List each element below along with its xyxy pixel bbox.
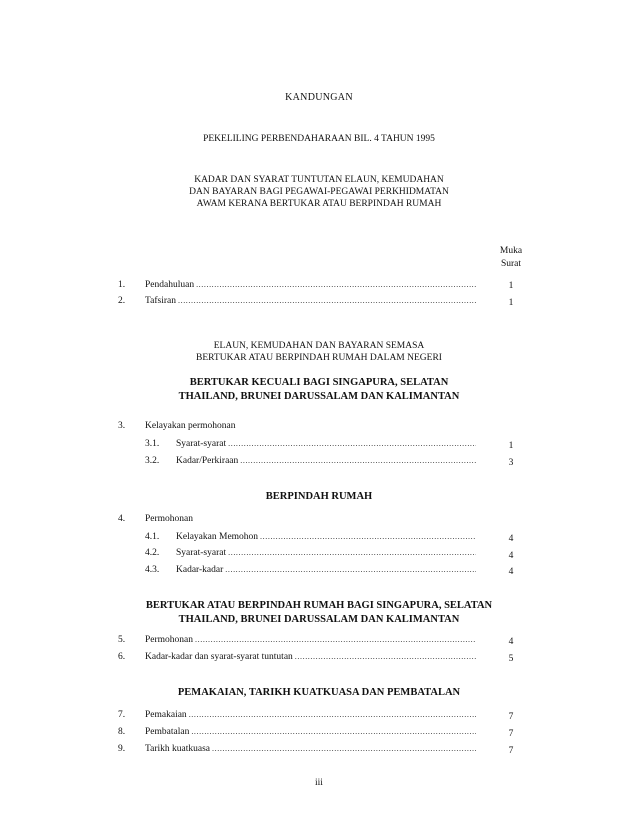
toc-entry-1[interactable] <box>118 279 478 291</box>
toc-entry-label: Syarat-syarat <box>176 439 227 449</box>
toc-entry-number: 3.2. <box>145 456 160 466</box>
toc-entry-page: 1 <box>508 281 514 291</box>
domestic-heading-line-2: BERTUKAR ATAU BERPINDAH RUMAH DALAM NEGERI <box>196 353 442 363</box>
toc-entry-page: 7 <box>508 729 514 739</box>
toc-entry-number: 9. <box>118 744 126 754</box>
toc-entry-page: 4 <box>508 567 514 577</box>
leader-dots <box>178 295 476 307</box>
toc-entry-label: Pemakaian <box>145 710 187 720</box>
subject-line-1: KADAR DAN SYARAT TUNTUTAN ELAUN, KEMUDAHAN <box>194 175 444 185</box>
leader-dots <box>260 531 476 543</box>
abroad-heading-line-2: THAILAND, BRUNEI DARUSSALAM DAN KALIMANTAN <box>178 614 460 625</box>
application-heading: PEMAKAIAN, TARIKH KUATKUASA DAN PEMBATALAN <box>177 687 461 698</box>
leader-dots <box>196 279 476 291</box>
section-4-label: Permohonan <box>145 514 194 524</box>
toc-entry-label: Kadar-kadar dan syarat-syarat tuntutan <box>145 652 293 662</box>
toc-entry-page: 4 <box>508 551 514 561</box>
toc-entry-8[interactable] <box>118 726 478 738</box>
leader-dots <box>225 564 476 576</box>
toc-entry-label: Permohonan <box>145 635 194 645</box>
toc-entry-3-1[interactable] <box>145 438 478 450</box>
toc-entry-2[interactable] <box>118 295 478 307</box>
toc-entry-label: Pendahuluan <box>145 280 195 290</box>
toc-entry-4-1[interactable] <box>145 531 478 543</box>
domestic-subheading-line-2: THAILAND, BRUNEI DARUSSALAM DAN KALIMANTAN <box>178 391 460 402</box>
toc-entry-4-3[interactable] <box>145 564 478 576</box>
toc-entry-7[interactable] <box>118 709 478 721</box>
toc-entry-number: 4.1. <box>145 532 160 542</box>
toc-entry-number: 1. <box>118 280 126 290</box>
toc-entry-number: 4.3. <box>145 565 160 575</box>
section-4-number: 4. <box>118 514 126 524</box>
leader-dots <box>228 438 476 450</box>
section-3[interactable] <box>118 421 235 431</box>
domestic-subheading-line-1: BERTUKAR KECUALI BAGI SINGAPURA, SELATAN <box>189 377 449 388</box>
toc-entry-number: 6. <box>118 652 126 662</box>
subject-line-3: AWAM KERANA BERTUKAR ATAU BERPINDAH RUMAH <box>196 199 442 209</box>
toc-entry-9[interactable] <box>118 743 478 755</box>
abroad-heading-line-1: BERTUKAR ATAU BERPINDAH RUMAH BAGI SINGAPURA, SELATAN <box>145 600 493 611</box>
page-number: iii <box>315 778 323 788</box>
toc-entry-number: 5. <box>118 635 126 645</box>
toc-entry-number: 8. <box>118 727 126 737</box>
toc-entry-number: 2. <box>118 296 126 306</box>
toc-entry-number: 3.1. <box>145 439 160 449</box>
leader-dots <box>240 455 476 467</box>
toc-entry-page: 1 <box>508 298 514 308</box>
house-move-heading: BERPINDAH RUMAH <box>265 491 373 502</box>
toc-entry-3-2[interactable] <box>145 455 478 467</box>
leader-dots <box>228 547 476 559</box>
leader-dots <box>191 726 476 738</box>
toc-entry-6[interactable] <box>118 651 478 663</box>
toc-entry-page: 4 <box>508 534 514 544</box>
toc-entry-label: Tafsiran <box>145 296 176 306</box>
toc-entry-page: 7 <box>508 712 514 722</box>
toc-entry-number: 4.2. <box>145 548 160 558</box>
section-4[interactable] <box>118 514 193 524</box>
page-column-header <box>496 245 526 271</box>
subject-line-2: DAN BAYARAN BAGI PEGAWAI-PEGAWAI PERKHIDMATAN <box>189 187 449 197</box>
toc-entry-5[interactable] <box>118 634 478 646</box>
section-3-label: Kelayakan permohonan <box>145 421 236 431</box>
page-column-header-line-1: Muka <box>499 246 523 256</box>
toc-entry-page: 1 <box>508 441 514 451</box>
toc-entry-page: 5 <box>508 654 514 664</box>
toc-entry-number: 7. <box>118 710 126 720</box>
toc-entry-page: 3 <box>508 458 514 468</box>
toc-entry-label: Tarikh kuatkuasa <box>145 744 211 754</box>
toc-entry-page: 7 <box>508 746 514 756</box>
domestic-heading-line-1: ELAUN, KEMUDAHAN DAN BAYARAN SEMASA <box>213 341 425 351</box>
leader-dots <box>212 743 476 755</box>
toc-entry-label: Kelayakan Memohon <box>176 532 259 542</box>
toc-entry-page: 4 <box>508 637 514 647</box>
leader-dots <box>195 634 476 646</box>
toc-entry-4-2[interactable] <box>145 547 478 559</box>
toc-entry-label: Kadar-kadar <box>176 565 224 575</box>
page-column-header-line-2: Surat <box>500 259 522 269</box>
toc-entry-label: Pembatalan <box>145 727 190 737</box>
leader-dots <box>295 651 476 663</box>
document-title: KANDUNGAN <box>285 92 353 103</box>
section-3-number: 3. <box>118 421 126 431</box>
toc-entry-label: Kadar/Perkiraan <box>176 456 239 466</box>
leader-dots <box>189 709 476 721</box>
toc-entry-label: Syarat-syarat <box>176 548 227 558</box>
circular-reference: PEKELILING PERBENDAHARAAN BIL. 4 TAHUN 1995 <box>203 134 435 144</box>
